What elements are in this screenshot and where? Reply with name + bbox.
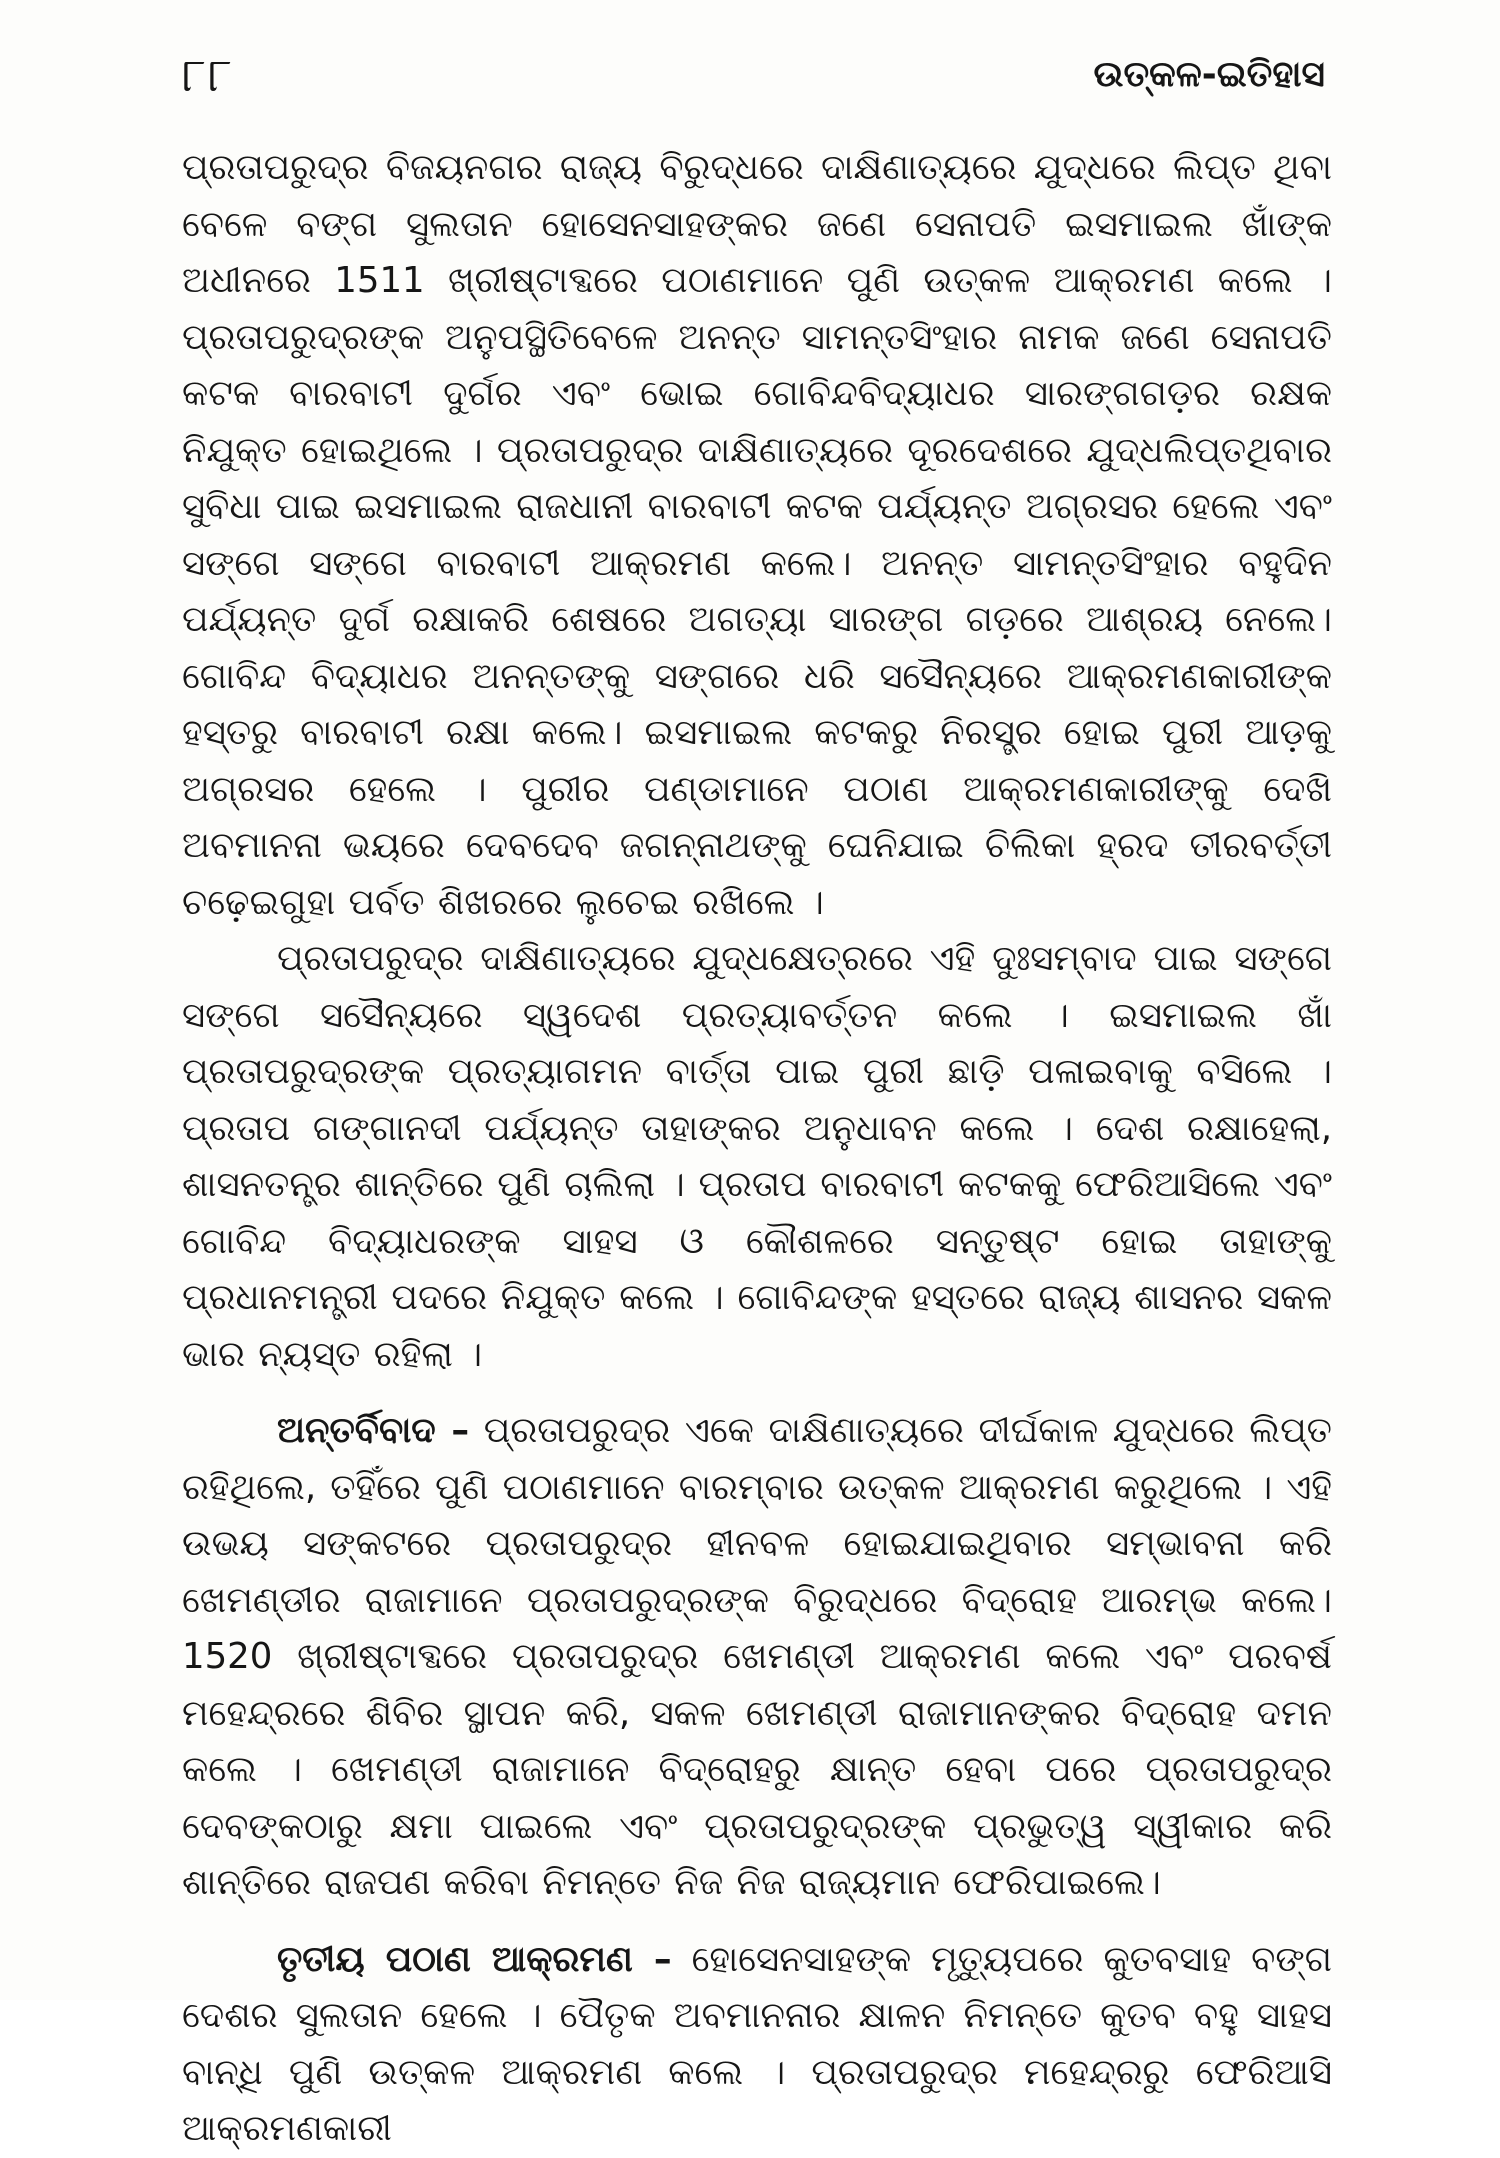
body-text — [182, 140, 1332, 2158]
paragraph-text: ହୋସେନସାହଙ୍କ ମୃତ୍ୟୁପରେ କୁତବସାହ ବଙ୍ଗ ଦେଶର ସୁଲତାନ ହେଲେ । ପୈତୃକ ଅବମାନନାର କ୍ଷାଳନ ନିମନ୍ତେ କୁତବ ବହୁ ସାହସ ବାନ୍ଧି ପୁଣି ଉତ୍କଳ ଆକ୍ରମଣ କଲେ । ପ୍ରତାପରୁଦ୍ର ମହେନ୍ଦ୍ରରୁ ଫେରିଆସି ଆକ୍ରମଣକାରୀ — [182, 1938, 1332, 2149]
paragraph-text: ପ୍ରତାପରୁଦ୍ର ଏକେ ଦାକ୍ଷିଣାତ୍ୟରେ ଦୀର୍ଘକାଳ ଯୁଦ୍ଧରେ ଲିପ୍ତ ରହିଥିଲେ, ତହିଁରେ ପୁଣି ପଠାଣମାନେ ବାରମ୍ବାର ଉତ୍କଳ ଆକ୍ରମଣ କରୁଥିଲେ । ଏହି ଉଭୟ ସଙ୍କଟରେ ପ୍ରତାପରୁଦ୍ର ହୀନବଳ ହୋଇଯାଇଥିବାର ସମ୍ଭାବନା କରି ଖେମଣ୍ଡୀର ରାଜାମାନେ ପ୍ରତାପରୁଦ୍ରଙ୍କ ବିରୁଦ୍ଧରେ ବିଦ୍ରୋହ ଆରମ୍ଭ କଲେ। 1520 ଖ୍ରୀଷ୍ଟାବ୍ଦରେ ପ୍ରତାପରୁଦ୍ର ଖେମଣ୍ଡୀ ଆକ୍ରମଣ କଲେ ଏବଂ ପରବର୍ଷ ମହେନ୍ଦ୍ରରେ ଶିବିର ସ୍ଥାପନ କରି, ସକଳ ଖେମଣ୍ଡୀ ରାଜାମାନଙ୍କର ବିଦ୍ରୋହ ଦମନ କଲେ । ଖେମଣ୍ଡୀ ରାଜାମାନେ ବିଦ୍ରୋହରୁ କ୍ଷାନ୍ତ ହେବା ପରେ ପ୍ରତାପରୁଦ୍ର ଦେବଙ୍କଠାରୁ କ୍ଷମା ପାଇଲେ ଏବଂ ପ୍ରତାପରୁଦ୍ରଙ୍କ ପ୍ରଭୁତ୍ୱ ସ୍ୱୀକାର କରି ଶାନ୍ତିରେ ରାଜପଣ କରିବା ନିମନ୍ତେ ନିଜ ନିଜ ରାଜ୍ୟମାନ ଫେରିପାଇଲେ। — [182, 1410, 1332, 1903]
paragraph-pratap-return — [182, 931, 1332, 1383]
paragraph-text: ପ୍ରତାପରୁଦ୍ର ଦାକ୍ଷିଣାତ୍ୟରେ ଯୁଦ୍ଧକ୍ଷେତ୍ରରେ ଏହି ଦୁଃସମ୍ବାଦ ପାଇ ସଙ୍ଗେ ସଙ୍ଗେ ସସୈନ୍ୟରେ ସ୍ୱଦେଶ ପ୍ରତ୍ୟାବର୍ତ୍ତନ କଲେ । ଇସମାଇଲ ଖାଁ ପ୍ରତାପରୁଦ୍ରଙ୍କ ପ୍ରତ୍ୟାଗମନ ବାର୍ତ୍ତା ପାଇ ପୁରୀ ଛାଡ଼ି ପଳାଇବାକୁ ବସିଲେ । ପ୍ରତାପ ଗଙ୍ଗାନଦୀ ପର୍ଯ୍ୟନ୍ତ ତାହାଙ୍କର ଅନୁଧାବନ କଲେ । ଦେଶ ରକ୍ଷାହେଲା, ଶାସନତନ୍ତ୍ର ଶାନ୍ତିରେ ପୁଣି ଚାଲିଲା । ପ୍ରତାପ ବାରବାଟୀ କଟକକୁ ଫେରିଆସିଲେ ଏବଂ ଗୋବିନ୍ଦ ବିଦ୍ୟାଧରଙ୍କ ସାହସ ଓ କୌଶଳରେ ସନ୍ତୁଷ୍ଟ ହୋଇ ତାହାଙ୍କୁ ପ୍ରଧାନମନ୍ତ୍ରୀ ପଦରେ ନିଯୁକ୍ତ କଲେ । ଗୋବିନ୍ଦଙ୍କ ହସ୍ତରେ ରାଜ୍ୟ ଶାସନର ସକଳ ଭାର ନ୍ୟସ୍ତ ରହିଲା । — [182, 938, 1332, 1375]
page-number: ୮୮ — [182, 48, 235, 102]
paragraph-internal-conflict — [182, 1403, 1332, 1912]
paragraph-ismail-invasion — [182, 140, 1332, 931]
section-heading-third-pathan-invasion: ତୃତୀୟ ପଠାଣ ଆକ୍ରମଣ – — [277, 1938, 672, 1980]
paragraph-third-pathan-invasion — [182, 1932, 1332, 2158]
page-header — [182, 40, 1325, 110]
running-title: ଉତ୍କଳ-ଇତିହାସ — [1093, 54, 1325, 95]
paragraph-text: ପ୍ରତାପରୁଦ୍ର ବିଜୟନଗର ରାଜ୍ୟ ବିରୁଦ୍ଧରେ ଦାକ୍ଷିଣାତ୍ୟରେ ଯୁଦ୍ଧରେ ଲିପ୍ତ ଥିବା ବେଳେ ବଙ୍ଗ ସୁଲତାନ ହୋସେନସାହଙ୍କର ଜଣେ ସେନାପତି ଇସମାଇଲ ଖାଁଙ୍କ ଅଧୀନରେ 1511 ଖ୍ରୀଷ୍ଟାବ୍ଦରେ ପଠାଣମାନେ ପୁଣି ଉତ୍କଳ ଆକ୍ରମଣ କଲେ । ପ୍ରତାପରୁଦ୍ରଙ୍କ ଅନୁପସ୍ଥିତିବେଳେ ଅନନ୍ତ ସାମନ୍ତସିଂହାର ନାମକ ଜଣେ ସେନାପତି କଟକ ବାରବାଟୀ ଦୁର୍ଗର ଏବଂ ଭୋଇ ଗୋବିନ୍ଦବିଦ୍ୟାଧର ସାରଙ୍ଗଗଡ଼ର ରକ୍ଷକ ନିଯୁକ୍ତ ହୋଇଥିଲେ । ପ୍ରତାପରୁଦ୍ର ଦାକ୍ଷିଣାତ୍ୟରେ ଦୂରଦେଶରେ ଯୁଦ୍ଧଲିପ୍ତଥିବାର ସୁବିଧା ପାଇ ଇସମାଇଲ ରାଜଧାନୀ ବାରବାଟୀ କଟକ ପର୍ଯ୍ୟନ୍ତ ଅଗ୍ରସର ହେଲେ ଏବଂ ସଙ୍ଗେ ସଙ୍ଗେ ବାରବାଟୀ ଆକ୍ରମଣ କଲେ। ଅନନ୍ତ ସାମନ୍ତସିଂହାର ବହୁଦିନ ପର୍ଯ୍ୟନ୍ତ ଦୁର୍ଗ ରକ୍ଷାକରି ଶେଷରେ ଅଗତ୍ୟା ସାରଙ୍ଗ ଗଡ଼ରେ ଆଶ୍ରୟ ନେଲେ। ଗୋବିନ୍ଦ ବିଦ୍ୟାଧର ଅନନ୍ତଙ୍କୁ ସଙ୍ଗରେ ଧରି ସସୈନ୍ୟରେ ଆକ୍ରମଣକାରୀଙ୍କ ହସ୍ତରୁ ବାରବାଟୀ ରକ୍ଷା କଲେ। ଇସମାଇଲ କଟକରୁ ନିରସ୍ତ୍ର ହୋଇ ପୁରୀ ଆଡ଼କୁ ଅଗ୍ରସର ହେଲେ । ପୁରୀର ପଣ୍ଡାମାନେ ପଠାଣ ଆକ୍ରମଣକାରୀଙ୍କୁ ଦେଖି ଅବମାନନା ଭୟରେ ଦେବଦେବ ଜଗନ୍ନାଥଙ୍କୁ ଘେନିଯାଇ ଚିଲିକା ହ୍ରଦ ତୀରବର୍ତ୍ତୀ ଚଢ଼େଇଗୁହା ପର୍ବତ ଶିଖରରେ ଲୁଚେଇ ରଖିଲେ । — [182, 147, 1332, 923]
section-heading-internal-conflict: ଅନ୍ତର୍ବିବାଦ – — [277, 1410, 470, 1451]
